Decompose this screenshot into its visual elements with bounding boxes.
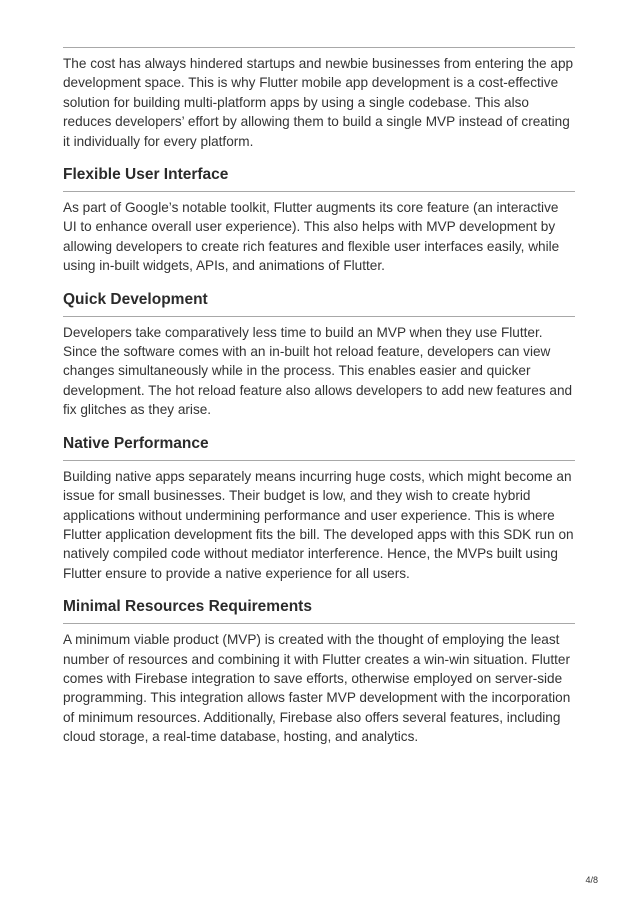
section-native-performance: [63, 434, 575, 583]
section-divider: [63, 191, 575, 192]
section-heading: Flexible User Interface: [63, 166, 229, 184]
section-paragraph: A minimum viable product (MVP) is created with the thought of employing the least number of resources and combining it with Flutter creates a win-win situation. Flutter comes with Firebase integration to save efforts, otherwise employed on server-side programming. This integration allows faster MVP development with the incorporation of minimum resources. Additionally, Firebase also offers several features, including cloud storage, a real-time database, hosting, and analytics.: [63, 632, 571, 745]
section-heading: Quick Development: [63, 290, 208, 308]
section-paragraph: Developers take comparatively less time to build an MVP when they use Flutter. Since the software comes with an in-built hot reload feature, developers can view changes simultaneously while in the process. This enables easier and quicker development. The hot reload feature also allows developers to add new features and fix glitches as they arise.: [63, 324, 573, 418]
intro-paragraph: The cost has always hindered startups and newbie businesses from entering the app development space. This is why Flutter mobile app development is a cost-effective solution for building multi-platform apps by using a single codebase. This also reduces developers’ effort by allowing them to build a single MVP instead of creating it individually for every platform.: [63, 56, 574, 149]
section-minimal-resources: [63, 597, 575, 746]
section-paragraph: As part of Google’s notable toolkit, Flutter augments its core feature (an interactive UI to enhance overall user experience). This also helps with MVP development by allowing developers to create rich features and flexible user interfaces easily, while using in-built widgets, APIs, and animations of Flutter.: [63, 200, 560, 274]
section-divider: [63, 316, 575, 317]
page-number: 4/8: [585, 875, 598, 885]
section-heading: Native Performance: [63, 434, 209, 452]
section-paragraph: Building native apps separately means incurring huge costs, which might become an issue for small businesses. Their budget is low, and they wish to create hybrid applications without undermining performance and user experience. This is where Flutter application development fits the bill. The developed apps with this SDK run on natively compiled code without mediator interference. Hence, the MVPs built using Flutter ensure to provide a native experience for all users.: [63, 468, 574, 581]
document-page: [63, 47, 575, 747]
section-heading: Minimal Resources Requirements: [63, 598, 312, 616]
section-divider: [63, 623, 575, 624]
top-divider: [63, 47, 575, 48]
section-quick-development: [63, 290, 575, 420]
section-divider: [63, 460, 575, 461]
section-flexible-user-interface: [63, 165, 575, 276]
